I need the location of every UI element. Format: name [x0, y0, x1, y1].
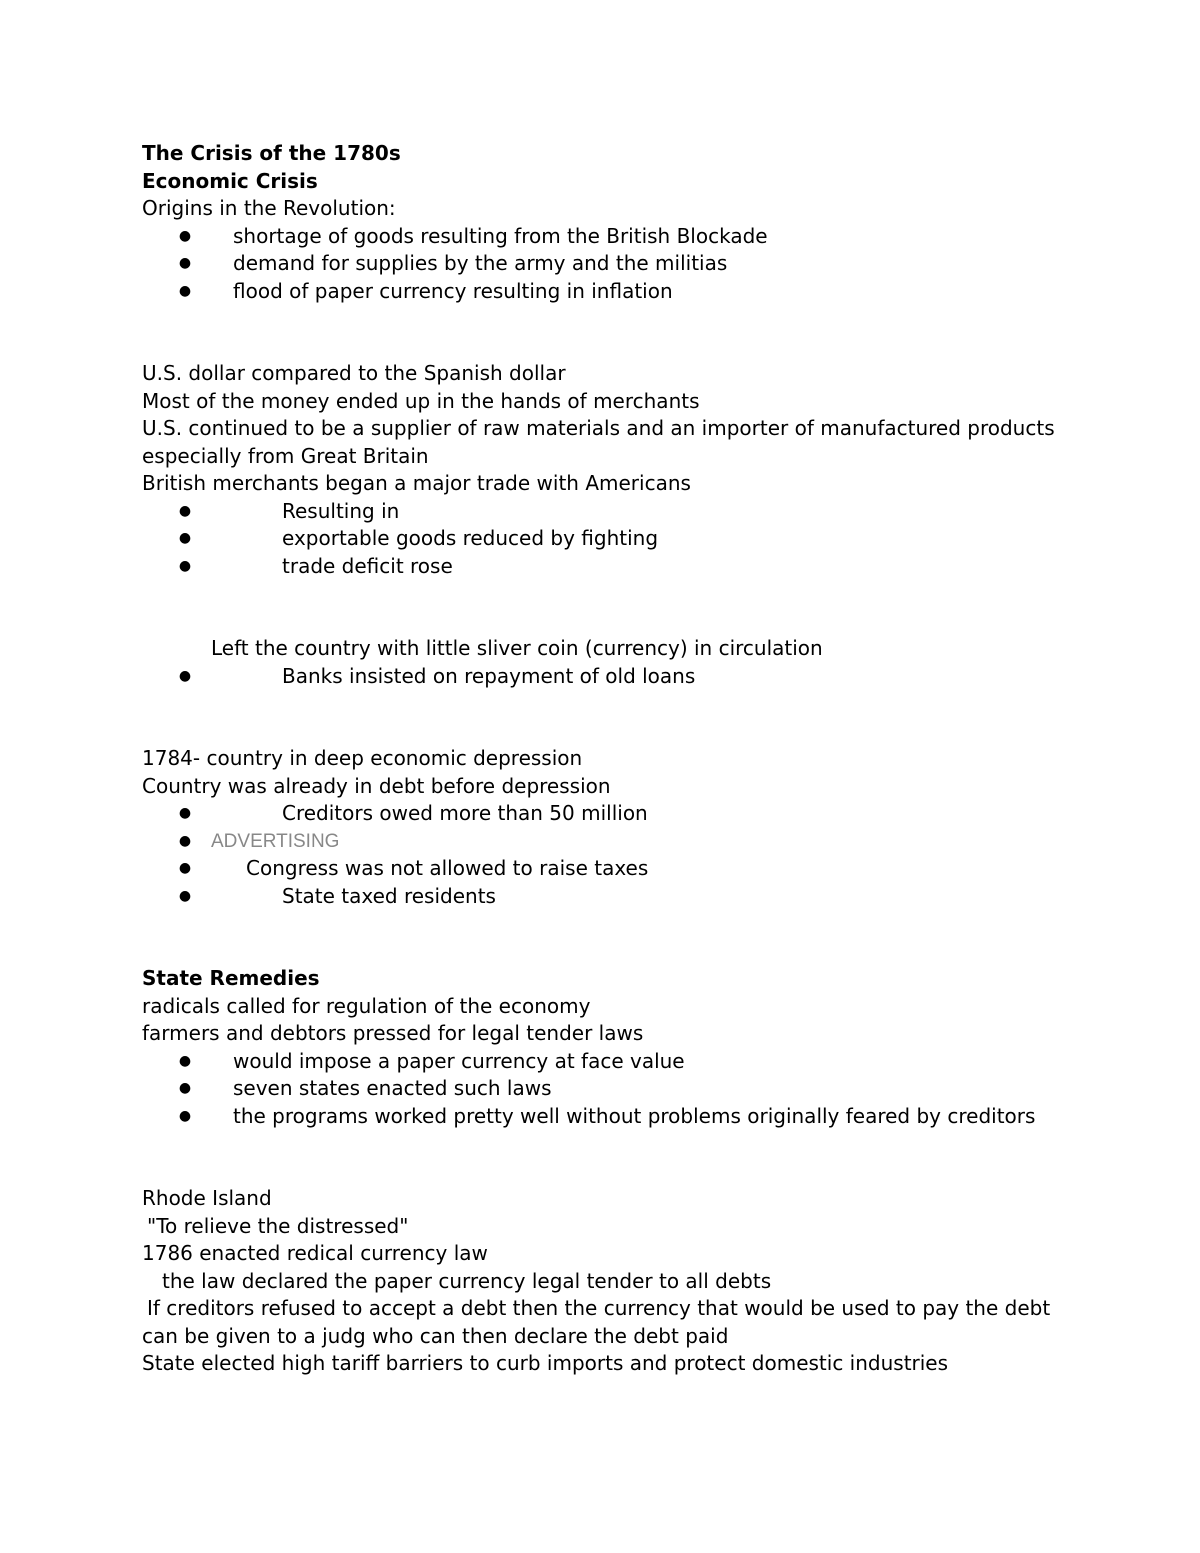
list-item-text: exportable goods reduced by fighting: [282, 526, 659, 550]
spacer: [142, 1130, 1072, 1158]
advertising-text: ADVERTISING: [211, 830, 340, 852]
list-item-text: Congress was not allowed to raise taxes: [246, 856, 649, 880]
bullet-icon: ●: [178, 530, 192, 546]
paragraph: Country was already in debt before depression: [142, 773, 611, 798]
paragraph: 1786 enacted redical currency law: [142, 1241, 488, 1265]
paragraph: farmers and debtors pressed for legal tender laws: [142, 1021, 644, 1045]
bullet-icon: ●: [178, 805, 192, 821]
list-item-text: would impose a paper currency at face value: [233, 1048, 685, 1073]
list-item-text: the programs worked pretty well without problems originally feared by creditors: [233, 1103, 1036, 1128]
list-item: [142, 883, 1072, 911]
bullet-icon: ●: [178, 860, 192, 876]
spacer: [142, 305, 1072, 333]
bullet-icon: ●: [178, 227, 192, 244]
bullet-icon: ●: [178, 1080, 192, 1096]
spacer: [142, 910, 1072, 938]
spacer: [142, 718, 1072, 746]
section-heading-state-remedies: State Remedies: [142, 966, 320, 990]
spacer: [142, 608, 1072, 636]
bullet-icon: ●: [178, 667, 192, 684]
list-item: [142, 278, 1072, 306]
list-item: [142, 553, 1072, 581]
paragraph: U.S. continued to be a supplier of raw materials and an importer of manufactured products: [142, 416, 1055, 440]
spacer: [142, 938, 1072, 966]
list-item: [142, 1103, 1072, 1131]
list-item-text: shortage of goods resulting from the British Blockade: [233, 223, 768, 248]
paragraph: British merchants began a major trade with Americans: [142, 471, 691, 495]
advertising-label: [142, 828, 1072, 856]
list-item: [142, 1048, 1072, 1076]
origins-intro: Origins in the Revolution:: [142, 196, 396, 220]
bullet-icon: ●: [178, 832, 192, 849]
paragraph: Rhode Island: [142, 1186, 272, 1210]
spacer: [142, 580, 1072, 608]
list-item: [142, 1075, 1072, 1103]
paragraph: "To relieve the distressed": [147, 1213, 409, 1238]
paragraph: State elected high tariff barriers to curb imports and protect domestic industries: [142, 1351, 949, 1375]
list-item: [142, 525, 1072, 553]
section-heading-economic-crisis: Economic Crisis: [142, 168, 318, 193]
list-item: [142, 223, 1072, 251]
list-item-text: flood of paper currency resulting in inflation: [233, 278, 673, 303]
bullet-icon: ●: [178, 282, 192, 299]
list-item: [142, 250, 1072, 278]
list-item: [142, 498, 1072, 526]
document-title: The Crisis of the 1780s: [142, 141, 401, 165]
bullet-icon: ●: [178, 1052, 192, 1069]
paragraph: If creditors refused to accept a debt then the currency that would be used to pay the debt: [147, 1296, 1051, 1320]
bullet-icon: ●: [178, 255, 192, 271]
bullet-icon: ●: [178, 887, 192, 904]
spacer: [142, 690, 1072, 718]
paragraph: Left the country with little sliver coin (currency) in circulation: [211, 636, 823, 660]
list-item-text: trade deficit rose: [282, 553, 453, 578]
paragraph: radicals called for regulation of the economy: [142, 993, 591, 1018]
spacer: [142, 333, 1072, 361]
list-item: [142, 800, 1072, 828]
list-item-text: seven states enacted such laws: [233, 1076, 552, 1100]
paragraph: 1784- country in deep economic depression: [142, 746, 583, 770]
list-item-text: Resulting in: [282, 498, 400, 523]
list-item-text: demand for supplies by the army and the militias: [233, 251, 728, 275]
paragraph: the law declared the paper currency legal tender to all debts: [162, 1268, 772, 1293]
list-item: [142, 855, 1072, 883]
list-item-text: Banks insisted on repayment of old loans: [282, 663, 696, 688]
document-body: [142, 140, 1072, 1378]
bullet-icon: ●: [178, 1107, 192, 1124]
list-item-text: State taxed residents: [282, 883, 496, 908]
spacer: [142, 1158, 1072, 1186]
list-item-text: Creditors owed more than 50 million: [282, 801, 648, 825]
bullet-icon: ●: [178, 557, 192, 574]
paragraph: U.S. dollar compared to the Spanish dollar: [142, 361, 566, 385]
bullet-icon: ●: [178, 502, 192, 519]
paragraph: especially from Great Britain: [142, 443, 429, 468]
paragraph: can be given to a judg who can then declare the debt paid: [142, 1323, 729, 1348]
paragraph: Most of the money ended up in the hands of merchants: [142, 388, 700, 413]
list-item: [142, 663, 1072, 691]
